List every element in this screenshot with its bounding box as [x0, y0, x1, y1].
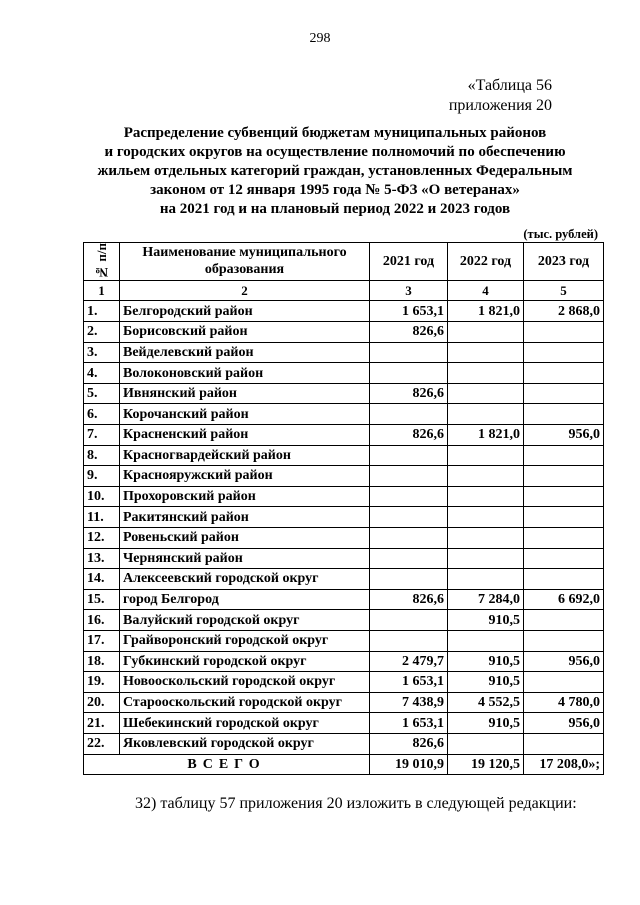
title-line: законом от 12 января 1995 года № 5-ФЗ «О ветеранах»	[150, 182, 520, 198]
subvention-table	[83, 242, 604, 775]
value-2021	[370, 630, 448, 651]
municipality-name: Яковлевский городской округ	[120, 733, 370, 754]
municipality-name: Корочанский район	[120, 404, 370, 425]
value-2023	[524, 630, 604, 651]
column-number: 1	[84, 280, 120, 301]
row-number: 3.	[84, 342, 120, 363]
row-number: 14.	[84, 569, 120, 590]
table-row	[84, 425, 604, 446]
value-2022	[448, 569, 524, 590]
row-number: 16.	[84, 610, 120, 631]
table-row	[84, 383, 604, 404]
value-2022: 1 821,0	[448, 425, 524, 446]
value-2022	[448, 404, 524, 425]
value-2022: 1 821,0	[448, 301, 524, 322]
value-2021: 1 653,1	[370, 672, 448, 693]
value-2022	[448, 383, 524, 404]
value-2021	[370, 466, 448, 487]
municipality-name: город Белгород	[120, 589, 370, 610]
row-number: 15.	[84, 589, 120, 610]
footer-text: 32) таблицу 57 приложения 20 изложить в следующей редакции:	[135, 795, 577, 812]
header-2021: 2021 год	[370, 243, 448, 281]
table-row	[84, 445, 604, 466]
value-2022: 7 284,0	[448, 589, 524, 610]
value-2021: 826,6	[370, 589, 448, 610]
row-number: 1.	[84, 301, 120, 322]
value-2023	[524, 445, 604, 466]
table-row	[84, 651, 604, 672]
column-number: 2	[120, 280, 370, 301]
municipality-name: Белгородский район	[120, 301, 370, 322]
title-line: жильем отдельных категорий граждан, установленных Федеральным	[97, 163, 573, 179]
table-row	[84, 527, 604, 548]
row-number: 6.	[84, 404, 120, 425]
header-2022: 2022 год	[448, 243, 524, 281]
row-number: 9.	[84, 466, 120, 487]
header-name: Наименование муниципального образования	[120, 243, 370, 281]
value-2021	[370, 548, 448, 569]
municipality-name: Ровеньский район	[120, 527, 370, 548]
value-2023: 956,0	[524, 651, 604, 672]
value-2022	[448, 527, 524, 548]
value-2022	[448, 445, 524, 466]
table-row	[84, 713, 604, 734]
value-2023	[524, 486, 604, 507]
value-2021: 1 653,1	[370, 713, 448, 734]
total-label: ВСЕГО	[84, 754, 370, 775]
value-2023	[524, 404, 604, 425]
value-2022	[448, 733, 524, 754]
municipality-name: Вейделевский район	[120, 342, 370, 363]
value-2023	[524, 507, 604, 528]
table-row	[84, 589, 604, 610]
municipality-name: Старооскольский городской округ	[120, 692, 370, 713]
value-2023: 6 692,0	[524, 589, 604, 610]
table-row	[84, 342, 604, 363]
value-2023	[524, 342, 604, 363]
total-2021: 19 010,9	[370, 754, 448, 775]
table-row	[84, 301, 604, 322]
table-row	[84, 630, 604, 651]
value-2023	[524, 466, 604, 487]
table-header-row	[84, 243, 604, 281]
value-2023: 2 868,0	[524, 301, 604, 322]
row-number: 8.	[84, 445, 120, 466]
value-2021	[370, 569, 448, 590]
header-2023: 2023 год	[524, 243, 604, 281]
value-2021: 826,6	[370, 383, 448, 404]
value-2023	[524, 548, 604, 569]
value-2022: 4 552,5	[448, 692, 524, 713]
value-2023	[524, 569, 604, 590]
table-reference-line: «Таблица 56	[467, 77, 552, 94]
document-title	[90, 124, 580, 219]
value-2022	[448, 363, 524, 384]
column-number: 3	[370, 280, 448, 301]
value-2023	[524, 610, 604, 631]
value-2023	[524, 383, 604, 404]
value-2023	[524, 527, 604, 548]
value-2022	[448, 342, 524, 363]
municipality-name: Чернянский район	[120, 548, 370, 569]
value-2022	[448, 630, 524, 651]
value-2023	[524, 363, 604, 384]
column-number-row	[84, 280, 604, 301]
value-2021	[370, 363, 448, 384]
municipality-name: Ивнянский район	[120, 383, 370, 404]
title-line: Распределение субвенций бюджетам муниципальных районов	[123, 125, 547, 141]
municipality-name: Шебекинский городской округ	[120, 713, 370, 734]
value-2021	[370, 404, 448, 425]
table-row	[84, 322, 604, 343]
table-row	[84, 507, 604, 528]
municipality-name: Волоконовский район	[120, 363, 370, 384]
table-row	[84, 363, 604, 384]
value-2021	[370, 527, 448, 548]
value-2022	[448, 548, 524, 569]
municipality-name: Прохоровский район	[120, 486, 370, 507]
row-number: 2.	[84, 322, 120, 343]
total-2022: 19 120,5	[448, 754, 524, 775]
title-line: и городских округов на осуществление полномочий по обеспечению	[104, 144, 566, 160]
value-2022	[448, 466, 524, 487]
value-2021: 826,6	[370, 733, 448, 754]
column-number: 5	[524, 280, 604, 301]
row-number: 12.	[84, 527, 120, 548]
value-2021: 2 479,7	[370, 651, 448, 672]
value-2021	[370, 342, 448, 363]
value-2022: 910,5	[448, 672, 524, 693]
municipality-name: Новооскольский городской округ	[120, 672, 370, 693]
total-row	[84, 754, 604, 775]
table-row	[84, 733, 604, 754]
municipality-name: Ракитянский район	[120, 507, 370, 528]
value-2021: 826,6	[370, 322, 448, 343]
value-2021: 826,6	[370, 425, 448, 446]
table-row	[84, 692, 604, 713]
municipality-name: Красногвардейский район	[120, 445, 370, 466]
table-row	[84, 486, 604, 507]
row-number: 11.	[84, 507, 120, 528]
municipality-name: Красненский район	[120, 425, 370, 446]
row-number: 4.	[84, 363, 120, 384]
table-reference-line: приложения 20	[448, 97, 552, 114]
value-2023	[524, 672, 604, 693]
row-number: 18.	[84, 651, 120, 672]
table-body	[84, 301, 604, 754]
title-line: на 2021 год и на плановый период 2022 и 2023 годов	[159, 201, 511, 217]
value-2023: 956,0	[524, 713, 604, 734]
value-2023: 4 780,0	[524, 692, 604, 713]
row-number: 20.	[84, 692, 120, 713]
row-number: 7.	[84, 425, 120, 446]
municipality-name: Грайворонский городской округ	[120, 630, 370, 651]
value-2021: 1 653,1	[370, 301, 448, 322]
unit-label: (тыс. рублей)	[523, 227, 598, 241]
table-reference	[449, 76, 552, 116]
row-number: 21.	[84, 713, 120, 734]
row-number: 19.	[84, 672, 120, 693]
table-row	[84, 672, 604, 693]
value-2022	[448, 507, 524, 528]
value-2021	[370, 445, 448, 466]
value-2022: 910,5	[448, 610, 524, 631]
table-row	[84, 466, 604, 487]
value-2021: 7 438,9	[370, 692, 448, 713]
value-2023	[524, 733, 604, 754]
page-number: 298	[309, 31, 331, 46]
value-2022	[448, 486, 524, 507]
row-number: 22.	[84, 733, 120, 754]
value-2021	[370, 486, 448, 507]
row-number: 13.	[84, 548, 120, 569]
value-2022	[448, 322, 524, 343]
table-row	[84, 610, 604, 631]
municipality-name: Губкинский городской округ	[120, 651, 370, 672]
column-number: 4	[448, 280, 524, 301]
value-2021	[370, 507, 448, 528]
row-number: 5.	[84, 383, 120, 404]
row-number: 17.	[84, 630, 120, 651]
municipality-name: Борисовский район	[120, 322, 370, 343]
value-2023	[524, 322, 604, 343]
table-row	[84, 569, 604, 590]
value-2023: 956,0	[524, 425, 604, 446]
municipality-name: Краснояружский район	[120, 466, 370, 487]
row-number: 10.	[84, 486, 120, 507]
value-2022: 910,5	[448, 651, 524, 672]
header-num: № п/п	[84, 243, 120, 281]
municipality-name: Алексеевский городской округ	[120, 569, 370, 590]
value-2021	[370, 610, 448, 631]
table-row	[84, 548, 604, 569]
total-2023: 17 208,0»;	[524, 754, 604, 775]
table-row	[84, 404, 604, 425]
municipality-name: Валуйский городской округ	[120, 610, 370, 631]
value-2022: 910,5	[448, 713, 524, 734]
